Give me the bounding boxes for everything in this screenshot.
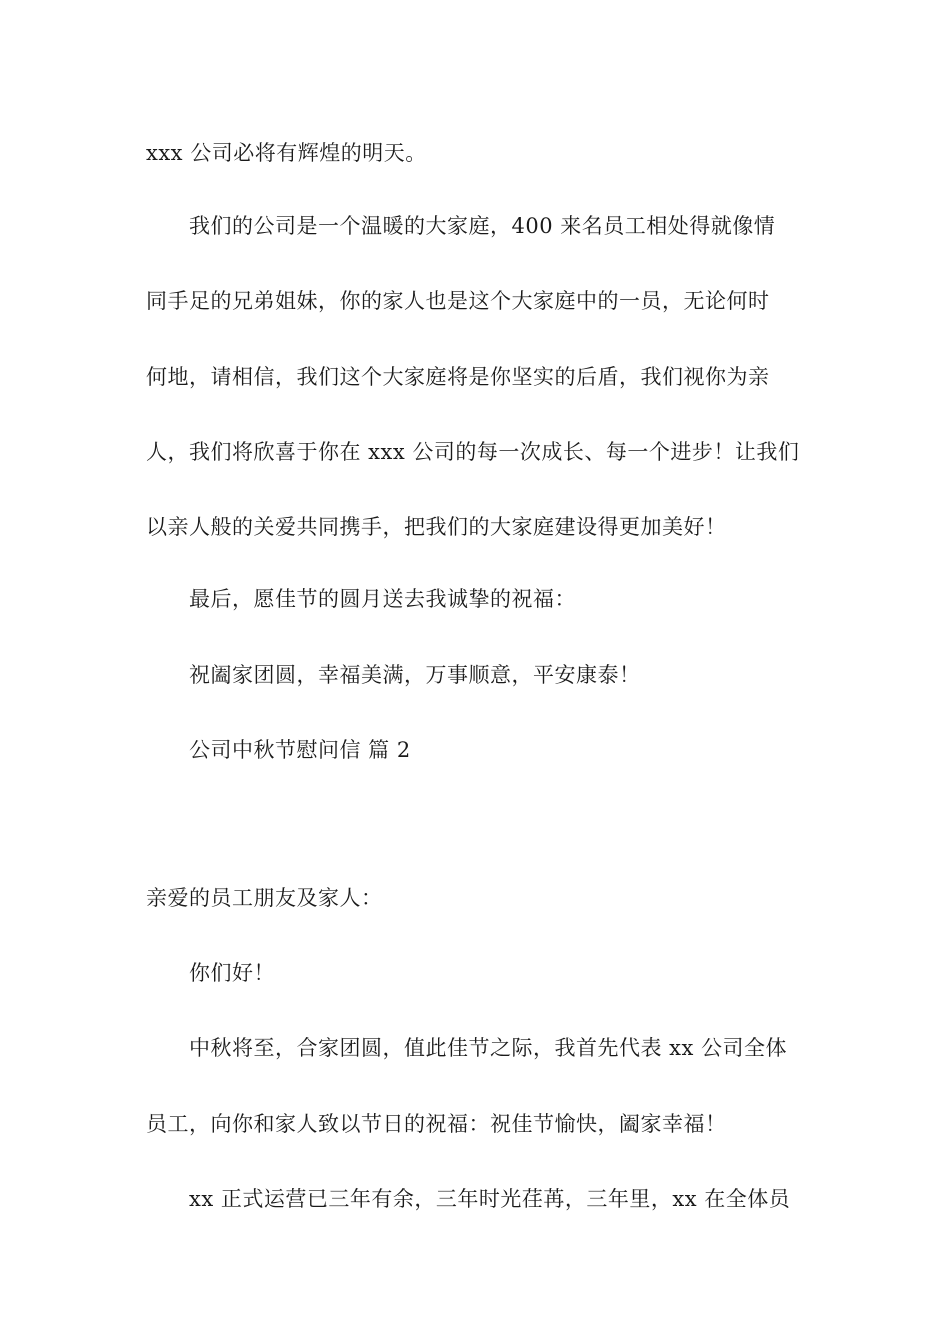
paragraph-line-9: xx 正式运营已三年有余，三年时光荏苒，三年里，xx 在全体员 [189, 1187, 791, 1211]
paragraph-line-7: 中秋将至，合家团圆，值此佳节之际，我首先代表 xx 公司全体 [189, 1036, 788, 1060]
greeting: 你们好！ [189, 961, 275, 985]
paragraph-line-4: 何地，请相信，我们这个大家庭将是你坚实的后盾，我们视你为亲 [146, 365, 770, 389]
paragraph-line-3: 同手足的兄弟姐妹，你的家人也是这个大家庭中的一员，无论何时 [146, 289, 770, 313]
section-heading: 公司中秋节慰问信 篇 2 [189, 738, 411, 762]
paragraph-line-5: 人，我们将欣喜于你在 xxx 公司的每一次成长、每一个进步！让我们 [146, 440, 800, 464]
closing-wish-line: 最后，愿佳节的圆月送去我诚挚的祝福： [189, 587, 576, 611]
paragraph-line-2: 我们的公司是一个温暖的大家庭，400 来名员工相处得就像情 [189, 214, 776, 238]
paragraph-line-8: 员工，向你和家人致以节日的祝福：祝佳节愉快，阖家幸福！ [146, 1112, 727, 1136]
paragraph-line-1: xxx 公司必将有辉煌的明天。 [146, 141, 427, 165]
salutation: 亲爱的员工朋友及家人： [146, 886, 383, 910]
blessing-line: 祝阖家团圆，幸福美满，万事顺意，平安康泰！ [189, 663, 641, 687]
paragraph-line-6: 以亲人般的关爱共同携手，把我们的大家庭建设得更加美好！ [146, 515, 727, 539]
